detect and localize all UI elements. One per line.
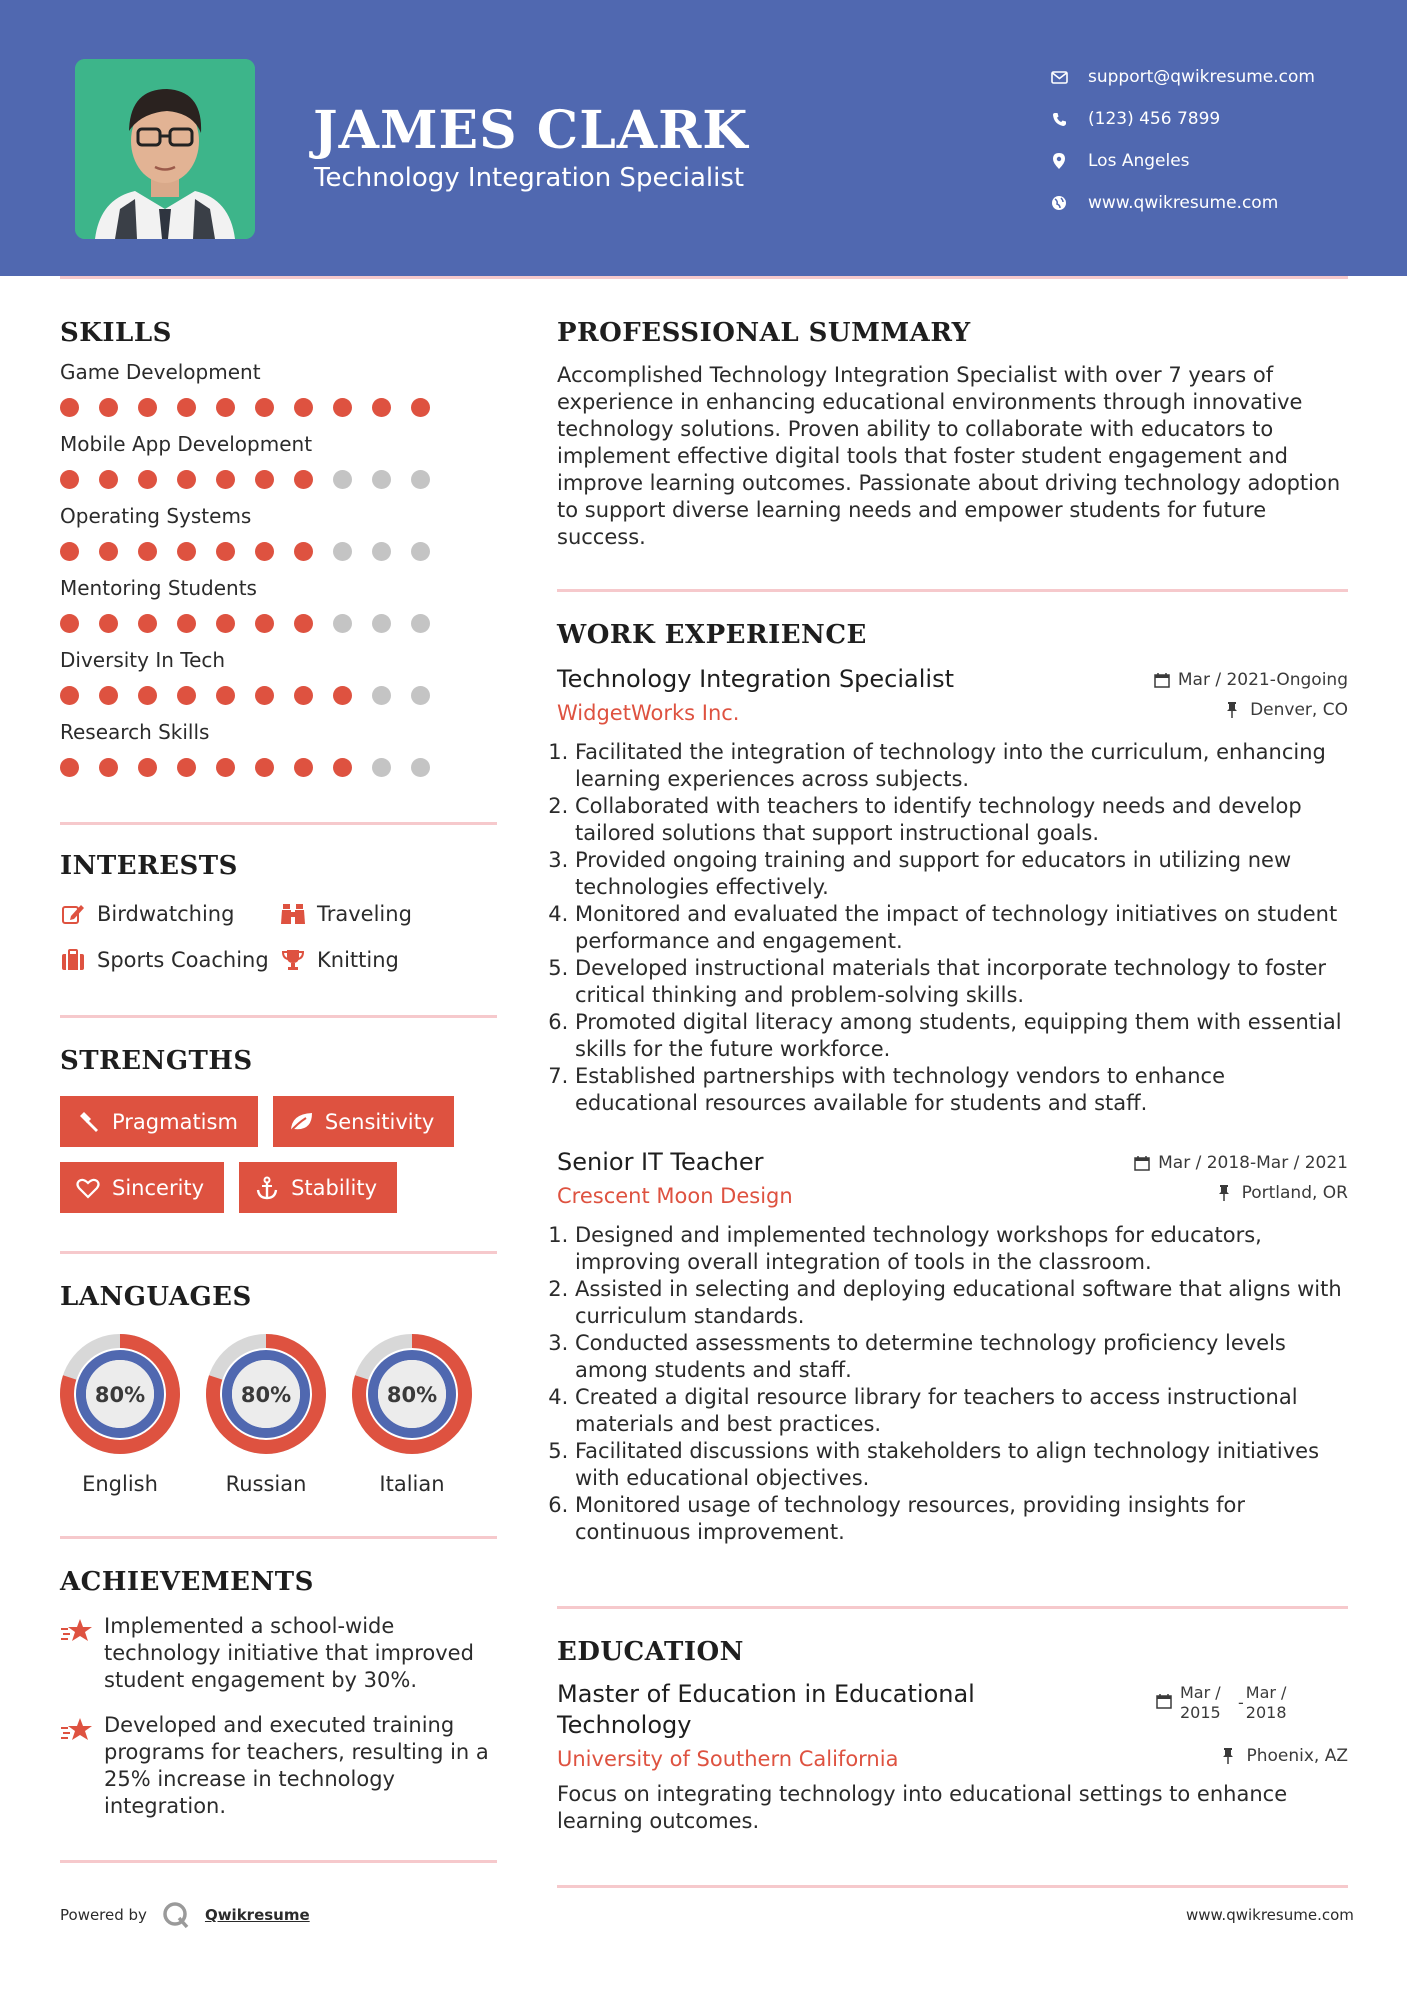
rating-dot-filled	[138, 542, 157, 561]
language-percent: 80%	[386, 1383, 438, 1407]
achievements-heading: ACHIEVEMENTS	[60, 1567, 314, 1597]
job-duties	[557, 1222, 1348, 1546]
education-dates	[1156, 1683, 1348, 1723]
rating-dot-filled	[255, 470, 274, 489]
rating-dot-filled	[99, 542, 118, 561]
rating-dot-filled	[255, 614, 274, 633]
interests-list	[60, 901, 497, 973]
interest-label: Knitting	[317, 948, 399, 972]
duty-item: 7. Established partnerships with technology vendors to enhance educational resources available for students and staff.	[575, 1063, 1348, 1117]
skill-item	[60, 432, 497, 490]
rating-dot-filled	[138, 398, 157, 417]
skill-rating	[60, 614, 497, 634]
section-divider	[60, 1536, 497, 1539]
profile-photo	[75, 59, 255, 239]
language-ring	[60, 1334, 180, 1454]
phone-icon	[1050, 110, 1068, 128]
star-award-icon	[60, 1716, 94, 1746]
rating-dot-empty	[333, 542, 352, 561]
duty-item: 2. Assisted in selecting and deploying educational software that aligns with curriculum standards.	[575, 1276, 1348, 1330]
pushpin-icon	[1226, 702, 1242, 718]
interests-section	[60, 851, 497, 973]
skill-name: Mobile App Development	[60, 432, 313, 456]
interest-item	[60, 947, 280, 973]
skill-name: Diversity In Tech	[60, 648, 226, 672]
job-entry	[557, 1147, 1348, 1546]
rating-dot-empty	[411, 686, 430, 705]
job-title: Senior IT Teacher	[557, 1148, 764, 1176]
strength-label: Sensitivity	[324, 1109, 435, 1134]
duty-item: 4. Monitored and evaluated the impact of technology initiatives on student performance and engagement.	[575, 901, 1348, 955]
job-title: Technology Integration Specialist	[557, 665, 954, 693]
skill-name: Research Skills	[60, 720, 210, 744]
language-percent: 80%	[94, 1383, 146, 1407]
section-divider	[60, 1860, 497, 1863]
skill-rating	[60, 686, 497, 706]
rating-dot-filled	[333, 398, 352, 417]
calendar-icon	[1154, 672, 1170, 688]
duty-item: 4. Created a digital resource library for teachers to access instructional materials and best practices.	[575, 1384, 1348, 1438]
education-location-text: Phoenix, AZ	[1246, 1746, 1348, 1766]
language-percent: 80%	[240, 1383, 292, 1407]
star-award-icon	[60, 1617, 94, 1647]
section-divider	[557, 589, 1348, 592]
rating-dot-filled	[138, 758, 157, 777]
job-company-row	[557, 1178, 1348, 1208]
duty-item: 6. Promoted digital literacy among students, equipping them with essential skills for the future workforce.	[575, 1009, 1348, 1063]
job-header	[557, 1147, 1348, 1178]
duty-item: 2. Collaborated with teachers to identify technology needs and develop tailored solutions that support instructional goals.	[575, 793, 1348, 847]
powered-by-text: Powered by	[60, 1906, 147, 1924]
languages-heading: LANGUAGES	[60, 1282, 252, 1312]
rating-dot-filled	[138, 686, 157, 705]
skill-item	[60, 360, 497, 418]
education-location	[1222, 1746, 1348, 1766]
language-name: English	[82, 1472, 158, 1496]
rating-dot-filled	[294, 542, 313, 561]
calendar-icon	[1156, 1693, 1172, 1709]
strength-badge	[273, 1096, 454, 1147]
left-column	[60, 318, 497, 1863]
rating-dot-empty	[411, 614, 430, 633]
education-date-separator: -	[1238, 1693, 1244, 1712]
rating-dot-filled	[60, 614, 79, 633]
achievement-text: Developed and executed training programs for teachers, resulting in a 25% increase in technology integration.	[104, 1713, 489, 1818]
job-duties	[557, 739, 1348, 1117]
languages-section	[60, 1282, 497, 1496]
rating-dot-filled	[60, 686, 79, 705]
strength-label: Pragmatism	[112, 1109, 238, 1134]
rating-dot-filled	[177, 470, 196, 489]
header-divider	[60, 276, 1348, 279]
powered-by	[60, 1900, 310, 1930]
language-item	[206, 1334, 326, 1496]
rating-dot-filled	[294, 614, 313, 633]
contact-phone-text: (123) 456 7899	[1088, 109, 1221, 129]
experience-heading: WORK EXPERIENCE	[557, 620, 867, 650]
rating-dot-filled	[99, 470, 118, 489]
rating-dot-filled	[216, 542, 235, 561]
strength-badge	[60, 1162, 224, 1213]
contact-email-text: support@qwikresume.com	[1088, 67, 1315, 87]
strengths-heading: STRENGTHS	[60, 1046, 253, 1076]
education-start: Mar / 2015	[1180, 1683, 1221, 1722]
rating-dot-filled	[60, 470, 79, 489]
candidate-title: Technology Integration Specialist	[314, 163, 745, 193]
rating-dot-empty	[333, 470, 352, 489]
rating-dot-filled	[99, 398, 118, 417]
education-header	[557, 1679, 1348, 1741]
gavel-icon	[74, 1108, 102, 1136]
job-entry	[557, 664, 1348, 1117]
skills-section	[60, 318, 497, 778]
qwikresume-logo-icon	[161, 1900, 191, 1930]
rating-dot-filled	[60, 542, 79, 561]
leaf-icon	[287, 1108, 315, 1136]
globe-icon	[1050, 194, 1068, 212]
job-company: Crescent Moon Design	[557, 1184, 793, 1208]
heart-icon	[74, 1174, 102, 1202]
rating-dot-filled	[177, 614, 196, 633]
contact-email[interactable]	[1050, 56, 1315, 98]
skill-item	[60, 504, 497, 562]
strength-badge	[60, 1096, 258, 1147]
rating-dot-filled	[255, 398, 274, 417]
rating-dot-filled	[216, 686, 235, 705]
interest-item	[60, 901, 280, 927]
contact-phone[interactable]	[1050, 98, 1315, 140]
job-dates	[1134, 1153, 1348, 1173]
job-dates-text: Mar / 2018-Mar / 2021	[1158, 1153, 1348, 1173]
interest-label: Birdwatching	[97, 902, 235, 926]
rating-dot-filled	[138, 470, 157, 489]
rating-dot-filled	[60, 398, 79, 417]
candidate-name: JAMES CLARK	[313, 100, 749, 161]
header-banner	[0, 0, 1407, 276]
skill-rating	[60, 542, 497, 562]
section-divider	[60, 822, 497, 825]
achievement-item	[60, 1613, 497, 1694]
edit-icon	[60, 901, 86, 927]
duty-item: 1. Facilitated the integration of technology into the curriculum, enhancing learning experiences across subjects.	[575, 739, 1348, 793]
rating-dot-filled	[411, 398, 430, 417]
skills-heading: SKILLS	[60, 318, 172, 348]
skill-item	[60, 720, 497, 778]
contact-location	[1050, 140, 1315, 182]
rating-dot-filled	[99, 614, 118, 633]
job-header	[557, 664, 1348, 695]
experience-section	[557, 620, 1348, 1546]
pushpin-icon	[1222, 1748, 1238, 1764]
rating-dot-empty	[372, 758, 391, 777]
skill-rating	[60, 470, 497, 490]
rating-dot-filled	[333, 758, 352, 777]
summary-section	[557, 318, 1348, 551]
skill-rating	[60, 398, 497, 418]
contact-list	[1050, 56, 1315, 224]
education-end: Mar / 2018	[1245, 1683, 1287, 1722]
job-location	[1226, 700, 1348, 720]
rating-dot-filled	[216, 758, 235, 777]
languages-list	[60, 1334, 497, 1496]
achievements-section	[60, 1567, 497, 1820]
section-divider	[557, 1606, 1348, 1609]
job-location-text: Portland, OR	[1241, 1183, 1348, 1203]
skill-name: Mentoring Students	[60, 576, 257, 600]
duty-item: 3. Provided ongoing training and support for educators in utilizing new technologies effectively.	[575, 847, 1348, 901]
rating-dot-filled	[177, 542, 196, 561]
rating-dot-filled	[333, 686, 352, 705]
interest-item	[280, 947, 480, 973]
summary-text: Accomplished Technology Integration Specialist with over 7 years of experience in enhancing educational environments through innovative technology solutions. Proven ability to collaborate with educators to implement effective digital tools that foster student engagement and improve learning outcomes. Passionate about driving technology adoption to support diverse learning needs and empower students for future success.	[557, 363, 1341, 549]
job-company: WidgetWorks Inc.	[557, 701, 740, 725]
strengths-section	[60, 1046, 497, 1213]
section-divider	[60, 1015, 497, 1018]
rating-dot-empty	[411, 542, 430, 561]
calendar-icon	[1134, 1155, 1150, 1171]
duty-item: 5. Facilitated discussions with stakeholders to align technology initiatives with educational objectives.	[575, 1438, 1348, 1492]
interest-item	[280, 901, 480, 927]
rating-dot-filled	[372, 398, 391, 417]
skill-rating	[60, 758, 497, 778]
strength-label: Stability	[291, 1175, 378, 1200]
rating-dot-filled	[294, 470, 313, 489]
job-dates-text: Mar / 2021-Ongoing	[1177, 670, 1348, 690]
rating-dot-filled	[177, 398, 196, 417]
rating-dot-empty	[333, 614, 352, 633]
anchor-icon	[253, 1174, 281, 1202]
rating-dot-empty	[411, 758, 430, 777]
strength-label: Sincerity	[112, 1175, 205, 1200]
job-dates	[1154, 670, 1348, 690]
achievement-text: Implemented a school-wide technology initiative that improved student engagement by 30%.	[104, 1614, 474, 1692]
rating-dot-empty	[372, 686, 391, 705]
job-location	[1218, 1183, 1348, 1203]
education-description: Focus on integrating technology into educational settings to enhance learning outcomes.	[557, 1782, 1288, 1833]
summary-heading: PROFESSIONAL SUMMARY	[557, 318, 971, 348]
skill-name: Operating Systems	[60, 504, 252, 528]
education-heading: EDUCATION	[557, 1637, 744, 1667]
rating-dot-filled	[216, 398, 235, 417]
rating-dot-filled	[294, 758, 313, 777]
contact-location-text: Los Angeles	[1088, 151, 1190, 171]
rating-dot-empty	[372, 614, 391, 633]
rating-dot-filled	[138, 614, 157, 633]
duty-item: 6. Monitored usage of technology resources, providing insights for continuous improvement.	[575, 1492, 1348, 1546]
rating-dot-empty	[372, 470, 391, 489]
language-item	[352, 1334, 472, 1496]
skill-name: Game Development	[60, 360, 261, 384]
job-location-text: Denver, CO	[1250, 700, 1348, 720]
duty-item: 5. Developed instructional materials that incorporate technology to foster critical thinking and problem-solving skills.	[575, 955, 1348, 1009]
skills-list	[60, 360, 497, 778]
binoculars-icon	[280, 901, 306, 927]
briefcase-icon	[60, 947, 86, 973]
rating-dot-empty	[411, 470, 430, 489]
contact-website[interactable]	[1050, 182, 1315, 224]
qwikresume-link[interactable]: Qwikresume	[204, 1906, 310, 1924]
skill-item	[60, 576, 497, 634]
rating-dot-filled	[294, 398, 313, 417]
language-name: Russian	[225, 1472, 307, 1496]
duty-item: 1. Designed and implemented technology workshops for educators, improving overall integration of tools in the classroom.	[575, 1222, 1348, 1276]
interest-label: Sports Coaching	[97, 948, 269, 972]
education-school-row	[557, 1741, 1348, 1771]
language-ring	[352, 1334, 472, 1454]
rating-dot-empty	[372, 542, 391, 561]
interest-label: Traveling	[317, 902, 412, 926]
rating-dot-filled	[255, 758, 274, 777]
contact-website-text: www.qwikresume.com	[1088, 193, 1279, 213]
rating-dot-filled	[99, 686, 118, 705]
language-name: Italian	[379, 1472, 445, 1496]
education-degree: Master of Education in Educational Technology	[557, 1680, 975, 1739]
strengths-list	[60, 1096, 497, 1213]
location-pin-icon	[1050, 152, 1068, 170]
rating-dot-filled	[177, 686, 196, 705]
education-school: University of Southern California	[557, 1747, 899, 1771]
right-column	[557, 318, 1348, 1888]
strength-badge	[239, 1162, 397, 1213]
pushpin-icon	[1218, 1185, 1234, 1201]
rating-dot-filled	[177, 758, 196, 777]
rating-dot-filled	[60, 758, 79, 777]
section-divider	[557, 1885, 1348, 1888]
language-item	[60, 1334, 180, 1496]
achievement-item	[60, 1712, 497, 1820]
skill-item	[60, 648, 497, 706]
language-ring	[206, 1334, 326, 1454]
rating-dot-filled	[99, 758, 118, 777]
mail-icon	[1050, 68, 1068, 86]
education-section	[557, 1637, 1348, 1835]
interests-heading: INTERESTS	[60, 851, 238, 881]
rating-dot-filled	[255, 686, 274, 705]
rating-dot-filled	[216, 470, 235, 489]
rating-dot-filled	[216, 614, 235, 633]
footer-url[interactable]: www.qwikresume.com	[1186, 1906, 1354, 1924]
rating-dot-filled	[294, 686, 313, 705]
section-divider	[60, 1251, 497, 1254]
rating-dot-filled	[255, 542, 274, 561]
trophy-icon	[280, 947, 306, 973]
job-company-row	[557, 695, 1348, 725]
duty-item: 3. Conducted assessments to determine technology proficiency levels among students and staff.	[575, 1330, 1348, 1384]
